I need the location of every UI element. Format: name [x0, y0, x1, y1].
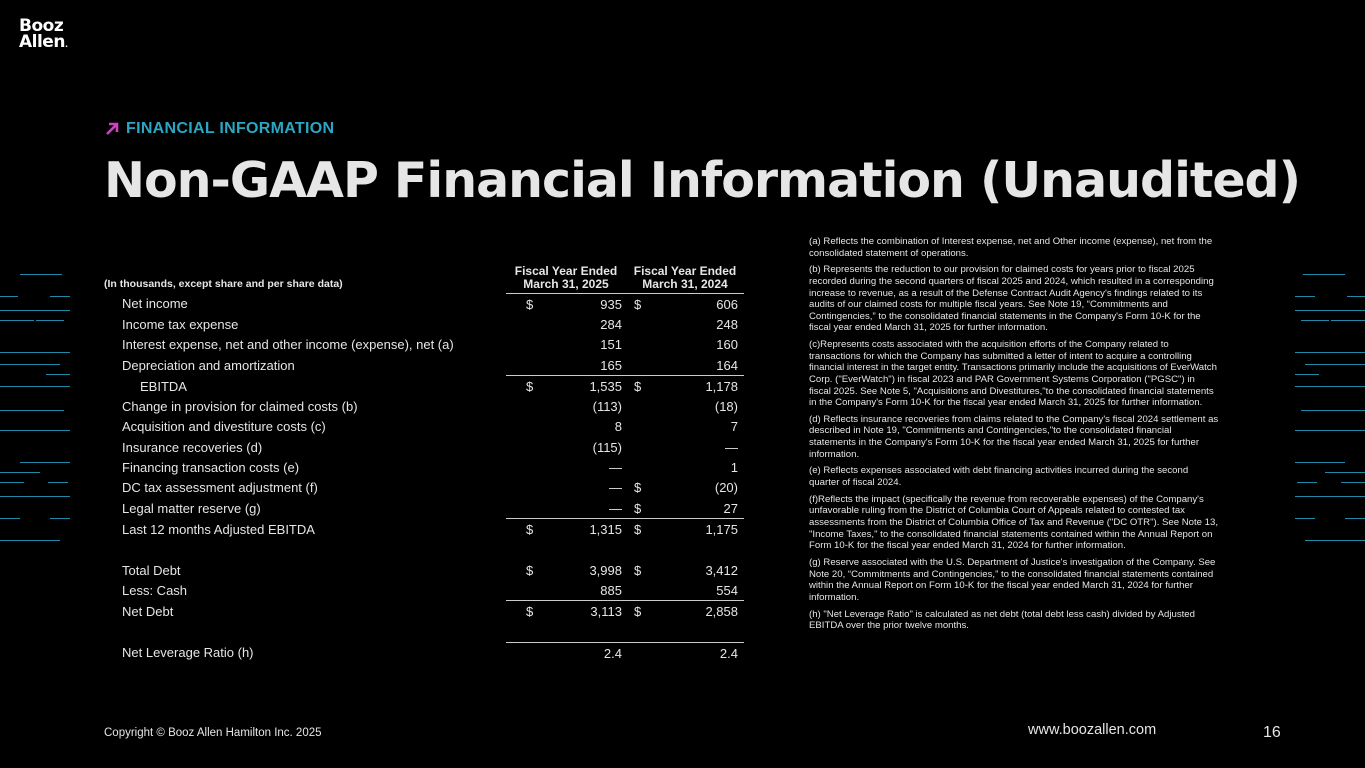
row-label: Income tax expense [122, 316, 239, 332]
table-row [104, 478, 744, 498]
section-label-text: FINANCIAL INFORMATION [126, 120, 335, 137]
value-fy2024: 7 [730, 419, 738, 435]
decorative-dash [1301, 320, 1329, 321]
value-fy2025: 3,113 [540, 601, 626, 622]
footnote: (d) Reflects insurance recoveries from claims related to the Company's fiscal 2024 settlement as described in Note 19, "Commitments and Contingencies,"to the consolidated financial statements in the Company's Form 10-K for the fiscal year ended March 31, 2025 for further information. [809, 413, 1219, 460]
value-fy2024: (18) [714, 399, 738, 415]
decorative-dash [0, 320, 34, 321]
currency-fy2024 [626, 417, 648, 437]
decorative-dash [1295, 374, 1319, 375]
value-fy2024: 160 [716, 337, 738, 353]
decorative-dash [1297, 482, 1317, 483]
footnote: (g) Reserve associated with the U.S. Department of Justice's investigation of the Company. See Note 20, “Commitments and Contingencies,” to the consolidated financial statements contained within the Annual Report on Form 10-K for the fiscal year ended March 31, 2024 for further information. [809, 556, 1216, 603]
decorative-dash [0, 296, 18, 297]
row-label: Net Debt [122, 603, 174, 619]
decorative-dash [1341, 482, 1365, 483]
table-row [104, 643, 744, 664]
brand-logo-line2: Allen. [19, 32, 68, 52]
currency-fy2024 [626, 643, 648, 664]
currency-fy2024: $ [626, 376, 648, 397]
decorative-dash [1295, 430, 1365, 431]
column-header-fy2025-line1: Fiscal Year Ended [514, 264, 618, 278]
currency-fy2024: $ [634, 500, 642, 516]
row-label: Interest expense, net and other income (expense), net (a) [122, 337, 454, 353]
column-header-fy2024-line2: March 31, 2024 [642, 277, 728, 291]
value-fy2024: 1 [730, 460, 738, 476]
currency-fy2025 [506, 457, 540, 477]
table-row [104, 335, 744, 355]
table-spacer-row [104, 622, 744, 643]
row-label: Less: Cash [122, 583, 188, 599]
value-fy2025: (115) [592, 439, 622, 455]
decorative-dash [1305, 540, 1365, 541]
table-row [104, 396, 744, 416]
decorative-dash [0, 430, 70, 431]
brand-logo-line1: Booz [19, 16, 64, 36]
value-fy2025: 1,315 [540, 519, 626, 540]
value-fy2024: 2.4 [648, 643, 744, 664]
decorative-dash [1301, 410, 1365, 411]
table-row [104, 314, 744, 334]
table-row [104, 437, 744, 457]
decorative-dash [0, 386, 70, 387]
currency-fy2024: $ [634, 562, 642, 578]
currency-fy2024 [626, 335, 648, 355]
currency-fy2024: $ [634, 296, 642, 312]
value-fy2025: 8 [614, 419, 622, 435]
decorative-dash [1325, 472, 1365, 473]
value-fy2025: — [609, 500, 622, 516]
value-fy2024: (20) [714, 480, 738, 496]
value-fy2024: 554 [716, 582, 738, 598]
row-label: Insurance recoveries (d) [122, 439, 263, 455]
footnote: (f)Reflects the impact (specifically the revenue from recoverable expenses) of the Company's unfavorable ruling from the District of Columbia Court of Appeals related to contested tax assessments from the District of Columbia Office of Tax and Revenue ("DC OTR"). See Note 13, "Income Taxes," to the consolidated financial statements contained within the Annual Report on Form 10-K for the fiscal year ended March 31, 2024 for further information. [809, 493, 1219, 552]
currency-fy2024: $ [626, 601, 648, 622]
row-label: EBITDA [140, 378, 187, 394]
currency-fy2024 [626, 457, 648, 477]
value-fy2025: 151 [600, 337, 622, 353]
decorative-dash [0, 310, 70, 311]
column-header-fy2024-line1: Fiscal Year Ended [633, 264, 737, 278]
decorative-dash [1295, 518, 1315, 519]
footnote: (b) Represents the reduction to our provision for claimed costs for years prior to fiscal 2025 recorded during the second quarters of fiscal 2025 and 2024, which resulted in a corresponding increase to revenue, as a result of the Defense Contract Audit Agency's findings related to its audits of our claimed costs for multiple fiscal years. See Note 19, “Commitments and Contingencies,” to the consolidated financial statements in the Company's Form 10-K for the fiscal year ended March 31, 2025 for further information. [809, 264, 1214, 334]
table-row [104, 294, 744, 315]
table-row [104, 560, 744, 580]
table-row [104, 519, 744, 540]
currency-fy2024: $ [634, 480, 642, 496]
row-label: Acquisition and divestiture costs (c) [122, 419, 326, 435]
decorative-dash [0, 352, 70, 353]
footnote: (e) Reflects expenses associated with debt financing activities incurred during the second quarter of fiscal 2024. [809, 465, 1189, 489]
row-label: DC tax assessment adjustment (f) [122, 480, 318, 496]
currency-fy2025 [506, 396, 540, 416]
table-header-row [104, 265, 744, 294]
value-fy2024: 1,178 [648, 376, 744, 397]
row-label: Last 12 months Adjusted EBITDA [122, 521, 315, 537]
value-fy2025: 935 [600, 296, 622, 312]
section-label [104, 120, 334, 138]
row-label: Net income [122, 296, 188, 312]
table-spacer-row [104, 540, 744, 560]
currency-fy2024 [626, 437, 648, 457]
currency-fy2024 [626, 355, 648, 376]
decorative-dash [1303, 274, 1345, 275]
currency-fy2025: $ [506, 376, 540, 397]
row-label: Change in provision for claimed costs (b) [122, 399, 358, 415]
value-fy2024: 2,858 [648, 601, 744, 622]
brand-logo [19, 18, 68, 53]
decorative-dash [1305, 364, 1365, 365]
currency-fy2024 [626, 314, 648, 334]
page-title: Non-GAAP Financial Information (Unaudited) [104, 152, 1301, 209]
copyright: Copyright © Booz Allen Hamilton Inc. 2025 [104, 727, 322, 739]
decorative-dash [1295, 462, 1345, 463]
decorative-dash [36, 320, 64, 321]
decorative-dash [50, 518, 70, 519]
value-fy2024: 164 [716, 357, 738, 373]
decorative-dash [0, 540, 60, 541]
currency-fy2025 [506, 417, 540, 437]
value-fy2025: 165 [600, 357, 622, 373]
currency-fy2025: $ [506, 519, 540, 540]
value-fy2024: 1,175 [648, 519, 744, 540]
value-fy2025: 284 [600, 316, 622, 332]
currency-fy2024 [626, 580, 648, 601]
table-header-label: (In thousands, except share and per share data) [104, 277, 343, 290]
currency-fy2025 [506, 437, 540, 457]
column-header-fy2025-line2: March 31, 2025 [523, 277, 609, 291]
value-fy2025: 2.4 [540, 643, 626, 664]
column-header-fy2024 [626, 265, 744, 294]
value-fy2024: 606 [716, 296, 738, 312]
decorative-dash [1347, 296, 1365, 297]
page-number: 16 [1263, 724, 1281, 741]
footnote: (c)Represents costs associated with the acquisition efforts of the Company related to transactions for which the Company has submitted a letter of intent to acquire a controlling financial interest in the target entity. Transactions primarily include the acquisitions of EverWatch Corp. ("EverWatch") in fiscal 2023 and PAR Government Systems Corporation ("PGSC") in fiscal 2025. See Note 5, "Acquisitions and Divestitures,"to the consolidated financial statements in the Company's Form 10-K for the fiscal year ended March 31, 2025 for further information. [809, 339, 1217, 409]
decorative-dash [1331, 320, 1365, 321]
value-fy2024: 27 [723, 500, 738, 516]
decorative-dash [1295, 352, 1365, 353]
currency-fy2025 [506, 478, 540, 498]
currency-fy2025 [506, 355, 540, 376]
currency-fy2025 [506, 335, 540, 355]
row-label: Net Leverage Ratio (h) [122, 645, 254, 661]
footnote: (h) "Net Leverage Ratio" is calculated as net debt (total debt less cash) divided by Adjusted EBITDA over the prior twelve months. [809, 608, 1195, 632]
decorative-dash [50, 296, 70, 297]
currency-fy2025: $ [526, 562, 534, 578]
row-label: Total Debt [122, 562, 181, 578]
currency-fy2025 [506, 580, 540, 601]
table-row [104, 580, 744, 601]
arrow-up-right-icon [104, 121, 120, 137]
decorative-dash [48, 482, 68, 483]
table-row [104, 457, 744, 477]
row-label: Legal matter reserve (g) [122, 500, 261, 516]
value-fy2025: (113) [592, 399, 622, 415]
decorative-dash [46, 374, 70, 375]
table-row [104, 601, 744, 622]
table-row [104, 417, 744, 437]
decorative-dash [0, 496, 70, 497]
decorative-dash [1295, 310, 1365, 311]
decorative-dash [1295, 496, 1365, 497]
currency-fy2025: $ [506, 601, 540, 622]
value-fy2024: — [725, 439, 738, 455]
value-fy2025: 885 [600, 582, 622, 598]
decorative-dash [0, 364, 60, 365]
decorative-dash [0, 472, 40, 473]
decorative-dash [0, 518, 20, 519]
decorative-dash [1295, 386, 1365, 387]
footnotes [809, 236, 1219, 637]
decorative-dash [1345, 518, 1365, 519]
currency-fy2024 [626, 396, 648, 416]
decorative-dash [0, 482, 24, 483]
table-row [104, 376, 744, 397]
decorative-dash [1295, 296, 1315, 297]
decorative-dash [20, 462, 70, 463]
decorative-dash [0, 410, 64, 411]
currency-fy2025 [506, 643, 540, 664]
value-fy2024: 3,412 [705, 562, 738, 578]
currency-fy2024: $ [626, 519, 648, 540]
currency-fy2025 [506, 314, 540, 334]
website-url: www.boozallen.com [1028, 722, 1157, 738]
decorative-dash [20, 274, 62, 275]
value-fy2025: — [609, 480, 622, 496]
financial-table [104, 265, 744, 663]
table-row [104, 498, 744, 519]
value-fy2025: 1,535 [540, 376, 626, 397]
currency-fy2025: $ [526, 296, 534, 312]
table-row [104, 355, 744, 376]
currency-fy2025 [506, 498, 540, 519]
footnote: (a) Reflects the combination of Interest expense, net and Other income (expense), net from the consolidated statement of operations. [809, 236, 1213, 259]
column-header-fy2025 [506, 265, 626, 294]
value-fy2024: 248 [716, 316, 738, 332]
value-fy2025: 3,998 [589, 562, 622, 578]
value-fy2025: — [609, 460, 622, 476]
row-label: Depreciation and amortization [122, 357, 295, 373]
row-label: Financing transaction costs (e) [122, 460, 300, 476]
